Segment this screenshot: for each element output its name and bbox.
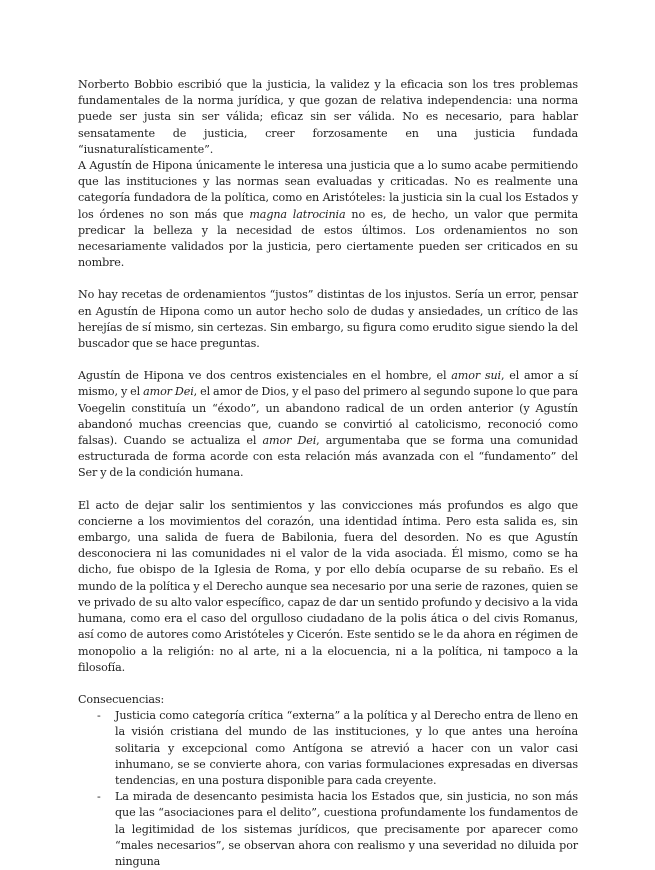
paragraph-gap [78, 482, 578, 498]
list-item-text: La mirada de desencanto pesimista hacia los Estados que, sin justicia, no son más que las “asociaciones para el delito”, cuestiona profundamente los fundamentos de la legitimidad de los sistemas jurídicos, que precisamente por aparecer como “males necesarios”, se observan ahora con realismo y una severidad no diluida por ninguna [115, 790, 578, 868]
paragraph-gap [78, 676, 578, 692]
list-item [78, 708, 578, 789]
paragraph-recetas [78, 287, 578, 352]
paragraph-agustin-justicia [78, 158, 578, 271]
list-item [78, 789, 578, 870]
paragraph-text: , el amor a sí mismo, y el [78, 369, 578, 399]
paragraph-gap [78, 271, 578, 287]
paragraph-text: no es, de hecho, un valor que permita predicar la belleza y la necesidad de estos últimos. Los ordenamientos no son necesariamente validados por la justicia, pero ciertamente pueden ser criticados en su nombre. [78, 207, 578, 270]
paragraph-text: El acto de dejar salir los sentimientos y las convicciones más profundos es algo que concierne a los movimientos del corazón, una identidad íntima. Pero esta salida es, sin embargo, una salida de fuera de Babilonia, fuera del desorden. No es que Agustín desconociera ni las comunidades ni el valor de la vida asociada. Él mismo, como se ha dicho, fue obispo de la Iglesia de Roma, y por ello debía ocuparse de su rebaño. Es el mundo de la política y el Derecho aunque sea necesario por una serie de razones, quien se ve privado de su alto valor específico, capaz de dar un sentido profundo y decisivo a la vida humana, como era el caso del orgulloso ciudadano de la polis ática o del civis Romanus, así como de autores como Aristóteles y Cicerón. Este sentido se le da ahora en régimen de monopolio a la religión: no al arte, ni a la elocuencia, ni a la política, ni tampoco a la filosofía. [78, 498, 578, 674]
paragraph-text: , el amor de Dios, y el paso del primero al segundo supone lo que para Voegelin constituía un “éxodo”, un abandono radical de un orden anterior (y Agustín abandonó muchas creencias que, cuando se convirtió al catolicismo, reconoció como falsas). Cuando se actualiza el [78, 385, 579, 448]
paragraph-text: No hay recetas de ordenamientos “justos” distintas de los injustos. Sería un error, pensar en Agustín de Hipona como un autor hecho solo de dudas y ansiedades, un crítico de las herejías de sí mismo, sin certezas. Sin embargo, su figura como erudito sigue siendo la del buscador que se hace preguntas. [78, 288, 578, 351]
italic-term: amor Dei [143, 385, 194, 399]
paragraph-text: Norberto Bobbio escribió que la justicia, la validez y la eficacia son los tres problemas fundamentales de la norma jurídica, y que gozan de relativa independencia: una norma puede ser justa sin ser válida; eficaz sin ser válida. No es necesario, para hablar sensatamente de justicia, creer forzosamente en una justicia fundada “iusnaturalísticamente”. [78, 78, 578, 156]
paragraph-centros-existenciales [78, 368, 578, 481]
italic-term: amor Dei [262, 434, 317, 448]
dash-bullet: - [97, 790, 101, 804]
paragraph-bobbio [78, 77, 578, 158]
dash-bullet: - [97, 709, 101, 723]
italic-term: amor sui [451, 369, 501, 383]
paragraph-acto-de-dejar [78, 498, 578, 676]
paragraph-text: Agustín de Hipona ve dos centros existenciales en el hombre, el [78, 369, 452, 383]
consecuencias-list [78, 708, 578, 870]
paragraph-gap [78, 352, 578, 368]
italic-term: magna latrocinia [249, 207, 346, 221]
list-item-text: Justicia como categoría crítica “externa” a la política y al Derecho entra de lleno en la visión cristiana del mundo de las instituciones, y lo que antes una heroína solitaria y excepcional como Antígona se atrevió a hacer con un valor casi inhumano, se se convierte ahora, con varias formulaciones expresadas en diversas tendencias, en una postura disponible para cada creyente. [115, 709, 578, 787]
consecuencias-heading: Consecuencias: [78, 692, 165, 706]
paragraph-text: , argumentaba que se forma una comunidad estructurada de forma acorde con esta relación más avanzada con el “fundamento” del Ser y de la condición humana. [78, 434, 579, 480]
paragraph-text: A Agustín de Hipona únicamente le interesa una justicia que a lo sumo acabe permitiendo que las instituciones y las normas sean evaluadas y criticadas. No es realmente una categoría fundadora de la política, como en Aristóteles: la justicia sin la cual los Estados y los órdenes no son más que [78, 159, 578, 221]
